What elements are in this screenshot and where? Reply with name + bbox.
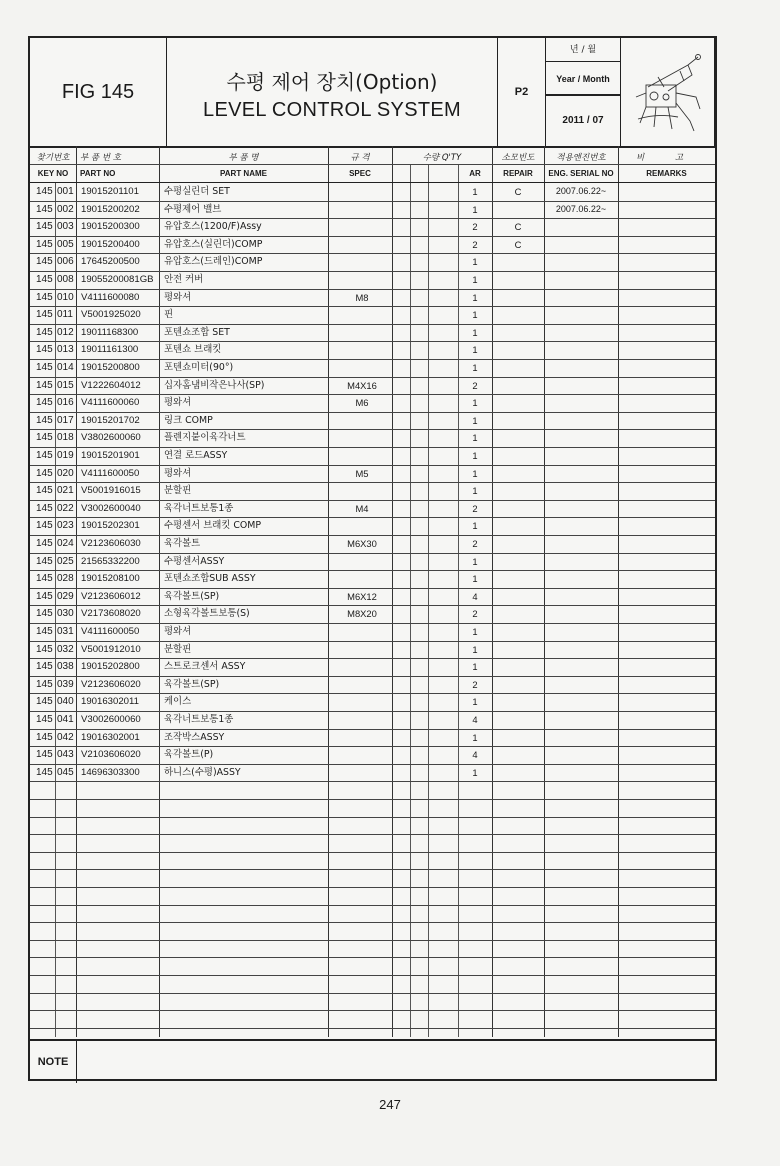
- row-line: [30, 922, 715, 923]
- col-qty-ko: 수량 Q'TY: [422, 153, 462, 163]
- cell-fig: 145: [36, 555, 53, 567]
- row-line: [30, 817, 715, 818]
- cell-fig: 145: [36, 362, 53, 373]
- cell-qty: 1: [472, 731, 478, 743]
- cell-key: 016: [57, 397, 74, 409]
- cell-spec: M4X16: [347, 379, 377, 391]
- cell-qty: 4: [472, 590, 478, 602]
- cell-fig: 145: [36, 661, 53, 673]
- cell-part: 21565332200: [81, 555, 140, 567]
- cell-fig: 145: [36, 520, 53, 532]
- row-line: [30, 535, 715, 536]
- cell-qty: 1: [472, 432, 478, 444]
- table-row: [30, 535, 715, 553]
- cell-qty: 1: [472, 291, 478, 303]
- cell-fig: 145: [36, 485, 53, 497]
- row-line: [30, 869, 715, 870]
- cell-part: 19015202800: [81, 661, 140, 673]
- col-spec-ko: 규 격: [350, 153, 370, 163]
- table-row: [30, 693, 715, 711]
- col-repair-ko: 소모빈도: [501, 153, 535, 163]
- cell-part: 19015201901: [81, 450, 140, 461]
- table-row: [30, 676, 715, 694]
- cell-spec: M4: [355, 502, 369, 514]
- cell-spec: M6X30: [347, 538, 377, 549]
- title-english: LEVEL CONTROL SYSTEM: [203, 99, 461, 121]
- cell-qty: 1: [472, 485, 478, 497]
- year-month-box: [546, 38, 621, 146]
- table-row: [30, 465, 715, 483]
- cell-fig: 145: [36, 414, 53, 426]
- table-row: [30, 500, 715, 518]
- cell-key: 043: [57, 749, 74, 761]
- cell-key: 025: [57, 555, 74, 567]
- row-line: [30, 253, 715, 254]
- cell-name: 스트로크센서 ASSY: [164, 661, 246, 673]
- cell-qty: 1: [472, 397, 478, 409]
- cell-key: 029: [57, 590, 74, 602]
- figure-number: FIG 145: [30, 38, 167, 146]
- cell-key: 015: [57, 379, 74, 391]
- table-row: [30, 588, 715, 606]
- cell-fig: 145: [36, 186, 53, 197]
- cell-key: 031: [57, 626, 74, 637]
- cell-serial: 2007.06.22~: [555, 186, 607, 196]
- table-row: [30, 605, 715, 623]
- page-code: P2: [498, 38, 546, 146]
- cell-fig: 145: [36, 397, 53, 409]
- cell-fig: 145: [36, 608, 53, 620]
- cell-fig: 145: [36, 432, 53, 444]
- cell-qty: 1: [472, 274, 478, 285]
- row-line: [30, 993, 715, 994]
- cell-key: 021: [57, 485, 74, 497]
- cell-fig: 145: [36, 274, 53, 285]
- cell-name: 평와셔: [164, 626, 192, 637]
- row-line: [30, 394, 715, 395]
- cell-name: 육각볼트(SP): [164, 590, 220, 602]
- row-line: [30, 570, 715, 571]
- header-block: [30, 38, 715, 148]
- page-number: 247: [379, 1097, 401, 1112]
- cell-part: 19015200202: [81, 203, 140, 215]
- cell-key: 028: [57, 573, 74, 585]
- cell-fig: 145: [36, 344, 53, 356]
- cell-name: 십자홈냄비작은나사(SP): [164, 379, 265, 391]
- cell-part: V4111600080: [81, 291, 140, 303]
- cell-name: 조작박스ASSY: [164, 731, 225, 743]
- row-line: [30, 693, 715, 694]
- cell-qty: 1: [472, 555, 478, 567]
- cell-name: 유압호스(실린더)COMP: [164, 238, 263, 250]
- cell-key: 005: [57, 238, 74, 250]
- cell-part: V5001912010: [81, 643, 141, 655]
- cell-name: 육각볼트(SP): [164, 678, 220, 690]
- table-row: [30, 711, 715, 729]
- row-line: [30, 500, 715, 501]
- cell-name: 육각너트보통1종: [164, 502, 234, 514]
- cell-fig: 145: [36, 291, 53, 303]
- note-label: NOTE: [30, 1041, 77, 1083]
- cell-spec: M6X12: [347, 590, 377, 602]
- cell-name: 소형육각볼트보통(S): [164, 608, 250, 620]
- page-title: [167, 38, 498, 146]
- row-line: [30, 658, 715, 659]
- cell-fig: 145: [36, 203, 53, 215]
- cell-key: 040: [57, 696, 74, 708]
- cell-key: 038: [57, 661, 74, 673]
- cell-fig: 145: [36, 221, 53, 233]
- cell-fig: 145: [36, 590, 53, 602]
- cell-fig: 145: [36, 731, 53, 743]
- table-row: [30, 429, 715, 447]
- cell-part: 19015200400: [81, 238, 140, 250]
- cell-part: V2103606020: [81, 749, 141, 761]
- row-line: [30, 341, 715, 342]
- col-serial-en: ENG. SERIAL NO: [548, 169, 614, 178]
- row-line: [30, 482, 715, 483]
- cell-key: 030: [57, 608, 74, 620]
- row-line: [30, 447, 715, 448]
- table-row: [30, 482, 715, 500]
- cell-part: 19015208100: [81, 573, 140, 585]
- table-row: [30, 359, 715, 377]
- column-header-divider: [30, 164, 715, 165]
- col-remarks-en: REMARKS: [646, 169, 687, 178]
- parts-list-frame: [28, 36, 717, 1081]
- cell-qty: 2: [472, 502, 478, 514]
- cell-key: 003: [57, 221, 74, 233]
- cell-name: 육각볼트(P): [164, 749, 214, 761]
- cell-name: 유압호스(드레인)COMP: [164, 256, 263, 268]
- cell-fig: 145: [36, 538, 53, 549]
- cell-fig: 145: [36, 379, 53, 391]
- row-line: [30, 1010, 715, 1011]
- table-row: [30, 447, 715, 465]
- cell-name: 포텐쇼미터(90°): [164, 362, 234, 373]
- cell-serial: 2007.06.22~: [555, 203, 607, 214]
- table-row: [30, 641, 715, 659]
- cell-qty: 1: [472, 344, 478, 356]
- cell-part: 19016302011: [81, 696, 139, 708]
- cell-name: 분할핀: [164, 485, 192, 497]
- table-row: [30, 570, 715, 588]
- cell-part: 19055200081GB: [81, 274, 154, 285]
- cell-part: 19015201101: [81, 186, 139, 197]
- row-line: [30, 236, 715, 237]
- cell-key: 041: [57, 714, 74, 725]
- cell-fig: 145: [36, 749, 53, 761]
- cell-spec: M5: [355, 467, 369, 479]
- cell-part: V2123606020: [81, 678, 141, 690]
- cell-qty: 4: [472, 714, 478, 725]
- table-row: [30, 324, 715, 342]
- cell-fig: 145: [36, 678, 53, 690]
- row-line: [30, 377, 715, 378]
- cell-key: 018: [57, 432, 74, 444]
- cell-qty: 1: [472, 326, 478, 338]
- cell-spec: M8: [355, 291, 369, 303]
- table-row: [30, 377, 715, 395]
- cell-fig: 145: [36, 696, 53, 708]
- cell-fig: 145: [36, 326, 53, 338]
- cell-name: 하니스(수평)ASSY: [164, 766, 241, 778]
- cell-key: 045: [57, 766, 74, 778]
- row-line: [30, 306, 715, 307]
- table-row: [30, 201, 715, 219]
- note-box: [30, 1039, 715, 1083]
- cell-key: 014: [57, 362, 74, 373]
- row-line: [30, 957, 715, 958]
- cell-key: 013: [57, 344, 74, 356]
- cell-qty: 1: [472, 626, 478, 637]
- cell-name: 분할핀: [164, 643, 192, 655]
- cell-part: 19015201702: [81, 414, 140, 426]
- col-spec-en: SPEC: [349, 169, 371, 178]
- table-row: [30, 394, 715, 412]
- cell-part: V2123606030: [81, 538, 141, 549]
- row-line: [30, 764, 715, 765]
- table-row: [30, 253, 715, 271]
- row-line: [30, 834, 715, 835]
- cell-part: 19016302001: [81, 731, 140, 743]
- col-key-en: KEY NO: [37, 169, 69, 178]
- cell-key: 032: [57, 643, 74, 655]
- row-line: [30, 676, 715, 677]
- cell-part: V3802600060: [81, 432, 141, 444]
- table-row: [30, 341, 715, 359]
- row-line: [30, 1028, 715, 1029]
- cell-qty: 1: [472, 203, 478, 215]
- cell-qty: 1: [472, 661, 478, 673]
- title-korean: 수평 제어 장치(Option): [226, 70, 438, 94]
- table-row: [30, 306, 715, 324]
- cell-part: V2123606012: [81, 590, 141, 602]
- cell-part: 19015200800: [81, 362, 140, 373]
- cell-key: 017: [57, 414, 74, 426]
- cell-name: 평와셔: [164, 291, 192, 303]
- cell-qty: 1: [472, 766, 478, 778]
- cell-key: 008: [57, 274, 74, 285]
- cell-part: V2173608020: [81, 608, 141, 620]
- row-line: [30, 218, 715, 219]
- row-line: [30, 799, 715, 800]
- row-line: [30, 852, 715, 853]
- cell-name: 포텐쇼 브래킷: [164, 344, 222, 356]
- cell-name: 케이스: [164, 696, 192, 708]
- cell-part: 17645200500: [81, 256, 140, 268]
- cell-spec: M6: [355, 397, 369, 409]
- row-line: [30, 201, 715, 202]
- cell-name: 유압호스(1200/F)Assy: [164, 221, 262, 233]
- table-row: [30, 623, 715, 641]
- cell-fig: 145: [36, 573, 53, 585]
- row-line: [30, 887, 715, 888]
- cell-fig: 145: [36, 626, 53, 637]
- cell-fig: 145: [36, 714, 53, 725]
- cell-fig: 145: [36, 238, 53, 250]
- cell-key: 039: [57, 678, 74, 690]
- cell-part: 19015202301: [81, 520, 140, 532]
- cell-name: 연결 로드ASSY: [164, 450, 228, 461]
- cell-name: 포텐쇼조합 SET: [164, 326, 230, 338]
- cell-name: 육각볼트: [164, 538, 201, 549]
- row-line: [30, 324, 715, 325]
- row-line: [30, 412, 715, 413]
- cell-part: V3002600040: [81, 502, 141, 514]
- cell-name: 수평센서 브래킷 COMP: [164, 520, 262, 532]
- col-part-en: PART NO: [80, 169, 116, 178]
- row-line: [30, 729, 715, 730]
- cell-key: 012: [57, 326, 74, 338]
- cell-repair: C: [514, 238, 522, 250]
- cell-fig: 145: [36, 309, 53, 321]
- cell-fig: 145: [36, 643, 53, 655]
- cell-key: 001: [57, 186, 74, 197]
- cell-part: 19011161300: [81, 344, 139, 356]
- cell-part: V4111600050: [81, 626, 140, 637]
- row-line: [30, 271, 715, 272]
- cell-part: V5001925020: [81, 309, 141, 321]
- year-month-value: 2011 / 07: [562, 115, 604, 126]
- cell-key: 024: [57, 538, 74, 549]
- col-repair-en: REPAIR: [503, 169, 533, 178]
- cell-name: 링크 COMP: [164, 414, 213, 426]
- table-row: [30, 553, 715, 571]
- table-row: [30, 271, 715, 289]
- row-line: [30, 359, 715, 360]
- cell-key: 002: [57, 203, 74, 215]
- table-row: [30, 412, 715, 430]
- cell-name: 수평실린더 SET: [164, 186, 230, 197]
- cell-part: V4111600050: [81, 467, 140, 479]
- cell-name: 평와셔: [164, 467, 192, 479]
- row-line: [30, 623, 715, 624]
- year-month-label-en: Year / Month: [546, 62, 620, 96]
- cell-qty: 2: [472, 538, 478, 549]
- table-row: [30, 764, 715, 782]
- table-row: [30, 746, 715, 764]
- cell-key: 010: [57, 291, 74, 303]
- cell-qty: 2: [472, 238, 478, 250]
- col-name-ko: 부 품 명: [228, 153, 259, 163]
- cell-qty: 1: [472, 362, 478, 373]
- table-row: [30, 218, 715, 236]
- cell-qty: 1: [472, 573, 478, 585]
- col-remarks-ko: 비 고: [635, 153, 698, 163]
- cell-spec: M8X20: [347, 608, 377, 620]
- cell-qty: 1: [472, 467, 478, 479]
- cell-name: 플렌지붙이육각너트: [164, 432, 246, 444]
- cell-qty: 2: [472, 221, 478, 233]
- cell-name: 수평센서ASSY: [164, 555, 225, 567]
- cell-fig: 145: [36, 766, 53, 778]
- cell-part: 19011168300: [81, 326, 139, 338]
- row-line: [30, 905, 715, 906]
- cell-name: 육각너트보통1종: [164, 714, 234, 725]
- cell-name: 포텐쇼조합SUB ASSY: [164, 573, 256, 585]
- cell-qty: 2: [472, 379, 478, 391]
- cell-qty: 4: [472, 749, 478, 761]
- cell-name: 평와셔: [164, 397, 192, 409]
- col-part-ko: 부 품 번 호: [80, 153, 121, 163]
- cell-fig: 145: [36, 450, 53, 461]
- row-line: [30, 605, 715, 606]
- col-qty-en: AR: [469, 169, 481, 178]
- cell-repair: C: [514, 221, 522, 233]
- cell-part: V1222604012: [81, 379, 141, 391]
- cell-qty: 1: [472, 520, 478, 532]
- cell-key: 042: [57, 731, 74, 743]
- cell-qty: 1: [472, 186, 478, 197]
- table-row: [30, 289, 715, 307]
- cell-key: 023: [57, 520, 74, 532]
- table-row: [30, 183, 715, 201]
- cell-fig: 145: [36, 467, 53, 479]
- cell-qty: 2: [472, 608, 478, 620]
- row-line: [30, 975, 715, 976]
- cell-part: 14696303300: [81, 766, 140, 778]
- cell-qty: 1: [472, 696, 478, 708]
- cell-key: 006: [57, 256, 74, 268]
- cell-qty: 1: [472, 450, 478, 461]
- cell-fig: 145: [36, 502, 53, 514]
- year-month-label-ko: 년 / 월: [546, 38, 620, 62]
- col-name-en: PART NAME: [220, 169, 267, 178]
- cell-qty: 1: [472, 643, 478, 655]
- cell-qty: 2: [472, 678, 478, 690]
- table-row: [30, 236, 715, 254]
- row-line: [30, 711, 715, 712]
- table-row: [30, 658, 715, 676]
- row-line: [30, 588, 715, 589]
- row-line: [30, 641, 715, 642]
- cell-qty: 1: [472, 309, 478, 321]
- cell-part: 19015200300: [81, 221, 140, 233]
- row-line: [30, 289, 715, 290]
- cell-name: 수평제어 밸브: [164, 203, 222, 215]
- cell-key: 019: [57, 450, 74, 461]
- row-line: [30, 781, 715, 782]
- col-key-ko: 찾기번호: [36, 153, 70, 163]
- row-line: [30, 553, 715, 554]
- row-line: [30, 940, 715, 941]
- cell-key: 022: [57, 502, 74, 514]
- col-serial-ko: 적용엔진번호: [556, 153, 606, 163]
- cell-fig: 145: [36, 256, 53, 268]
- cell-name: 핀: [164, 309, 174, 321]
- cell-name: 안전 커버: [164, 274, 204, 285]
- cell-qty: 1: [472, 414, 478, 426]
- row-line: [30, 465, 715, 466]
- cell-repair: C: [514, 186, 522, 197]
- cell-key: 020: [57, 467, 74, 479]
- cell-part: V5001916015: [81, 485, 141, 497]
- cell-part: V4111600060: [81, 397, 140, 409]
- table-row: [30, 517, 715, 535]
- row-line: [30, 746, 715, 747]
- machine-drawing-icon: [621, 38, 715, 146]
- row-line: [30, 429, 715, 430]
- table-row: [30, 729, 715, 747]
- cell-key: 011: [57, 309, 73, 321]
- row-line: [30, 517, 715, 518]
- cell-qty: 1: [472, 256, 478, 268]
- cell-part: V3002600060: [81, 714, 141, 725]
